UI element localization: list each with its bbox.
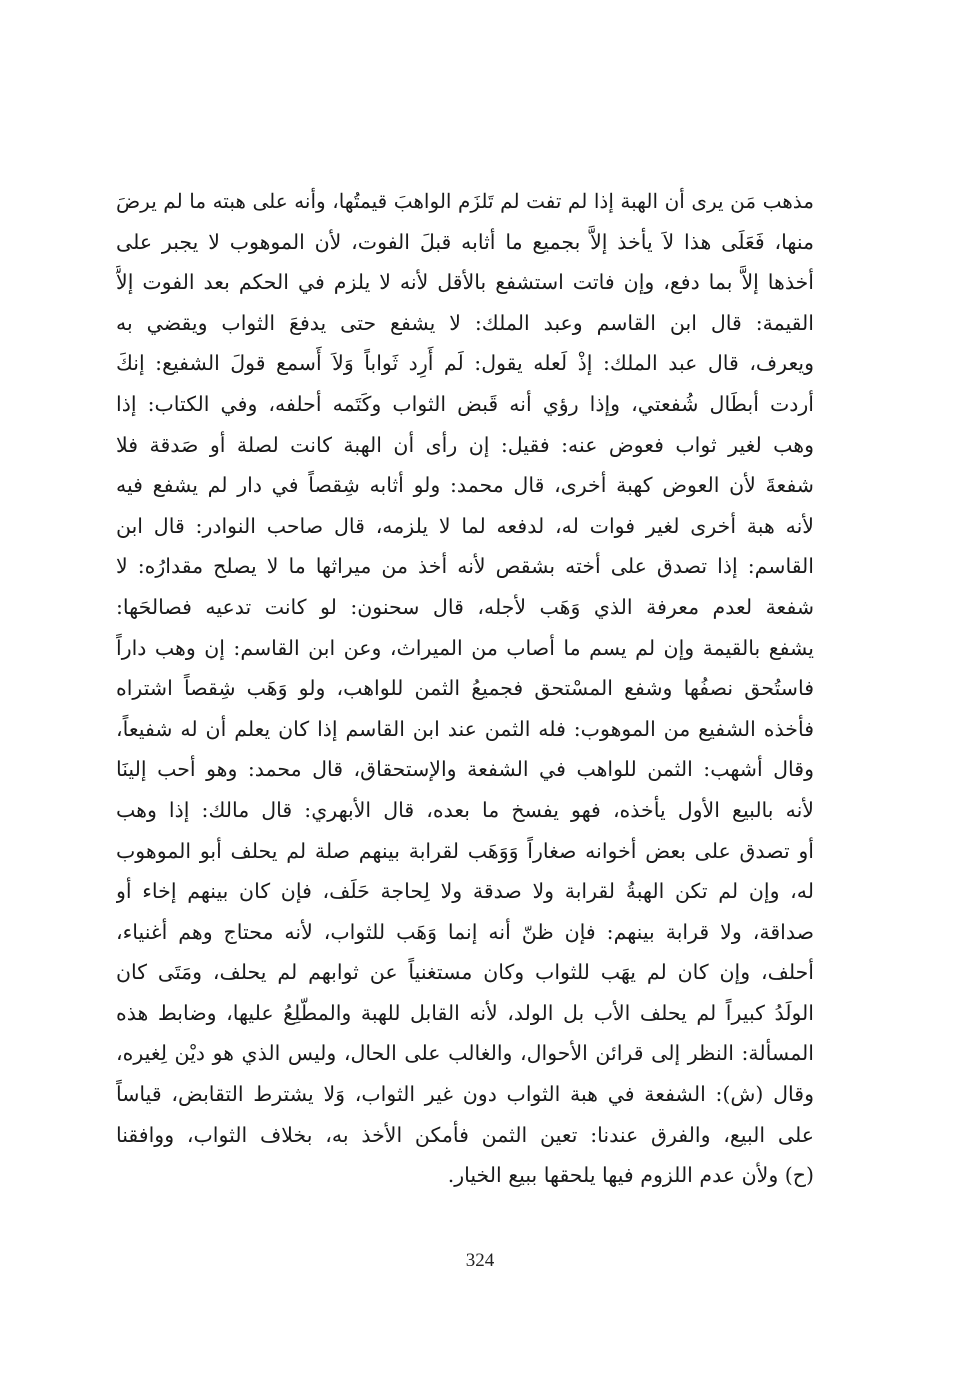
text-line: صداقة، ولا قرابة بينهم: فإن ظنّ أنه إنما وَهَب للثواب، لأنه محتاج وهم أغنياء، xyxy=(116,919,814,944)
text-line: له، وإن لم تكن الهبةُ لقرابة ولا صدقة ولا لِحاجة حَلَف، فإن كان بينهم إخاء أو xyxy=(116,879,814,904)
text-line: لأنه هبة أخرى لغير فوات له، لدفعه لما لا يلزمه، قال صاحب النوادر: قال ابن xyxy=(116,513,814,538)
text-line: منها، فَعَلَى هذا لاَ يأخذ إلاَّ بجميع ما أثابه قبلَ الفوت، لأن الموهوب لا يجبر على xyxy=(116,229,814,254)
text-line: الولَدُ كبيراً لم يحلف الأب بل الولد، لأنه القابل للهبة والمطّلِعُ عليها، وضابط هذه xyxy=(116,1000,814,1025)
text-line: على البيع، والفرق عندنا: تعين الثمن فأمكن الأخذ به، بخلاف الثواب، ووافقنا xyxy=(116,1122,814,1147)
text-line: أردت أبطَال شُفعتي، وإذا رؤي أنه قَبض الثواب وكَتَمه أحلفه، وفي الكتاب: إذا xyxy=(116,391,814,416)
text-line: القاسم: إذا تصدق على أخته بشقص لأنه أخذ من ميراثها ما لا يصلح مقدارُه: لا xyxy=(116,554,814,579)
text-line: القيمة: قال ابن القاسم وعبد الملك: لا يشفع حتى يدفعَ الثواب ويقضي به xyxy=(116,310,814,335)
text-line: (ح) ولأن عدم اللزوم فيها يلحقها ببيع الخيار. xyxy=(447,1163,814,1188)
text-line: يشفع بالقيمة وإن لم يسم ما أصاب من الميراث، وعن ابن القاسم: إن وهب داراً xyxy=(116,635,814,660)
text-line: فأخذه الشفيع من الموهوب: فله الثمن عند ابن القاسم إذا كان يعلم أن له شفيعاً، xyxy=(116,716,814,741)
text-line: أخذها إلاَّ بما دفع، وإن فاتت استشفع بالأقل لأنه لا يلزم في الحكم بعد الفوت إلاَّ xyxy=(116,270,814,295)
text-line: وقال (ش): الشفعة في هبة الثواب دون غير الثواب، وَلا يشترط التقابض، قياساً xyxy=(116,1082,814,1107)
text-line: أو تصدق على بعض أخوانه صغاراً وَوَهَب لقرابة بينهم صلة لم يحلف أبو الموهوب xyxy=(116,838,814,863)
text-line: المسألة: النظر إلى قرائن الأحوال، والغالب على الحال، وليس الذي هو ديْن لِغيره، xyxy=(116,1041,814,1066)
text-line: شفعةَ لأن العوض كهبة أخرى، قال محمد: ولو أثابه شِقصاً في دار لم يشفع فيه xyxy=(116,473,814,498)
text-line: شفعة لعدم معرفة الذي وَهَب لأجله، قال سحنون: لو كانت تدعيه فصالحَها: xyxy=(116,594,814,619)
text-line: وهب لغير ثواب فعوض عنه: فقيل: إن رأى أن الهبة كانت لصلة أو صَدقة فلا xyxy=(116,432,814,457)
text-line: لأنه بالبيع الأول يأخذه، فهو يفسخ ما بعده، قال الأبهري: قال مالك: إذا وهب xyxy=(116,797,814,822)
text-line: مذهب مَن يرى أن الهبة إذا لم تفت لم تَلزَم الواهبَ قيمتُها، وأنه على هبته ما لم يرضَ xyxy=(116,189,814,213)
text-line: ويعرف، قال عبد الملك: إذْ لَعله يقول: لَم أَرِد ثَواباً وَلاَ أَسمع قولَ الشفيع: إنكَ xyxy=(116,351,814,376)
body-text xyxy=(116,181,814,1196)
text-line: فاستُحق نصفُها وشفع المسْتحق فجميعُ الثمن للواهب، ولو وَهَب شِقصاً اشتراه xyxy=(116,676,814,701)
text-line: وقال أشهب: الثمن للواهب في الشفعة والإستحقاق، قال محمد: وهو أحب إلينَا xyxy=(116,757,814,782)
page-number: 324 xyxy=(465,1250,495,1271)
text-line: أحلف، وإن كان لم يهَب للثواب وكان مستغنياً عن ثوابهم لم يحلف، ومَتَى كان xyxy=(116,960,814,985)
